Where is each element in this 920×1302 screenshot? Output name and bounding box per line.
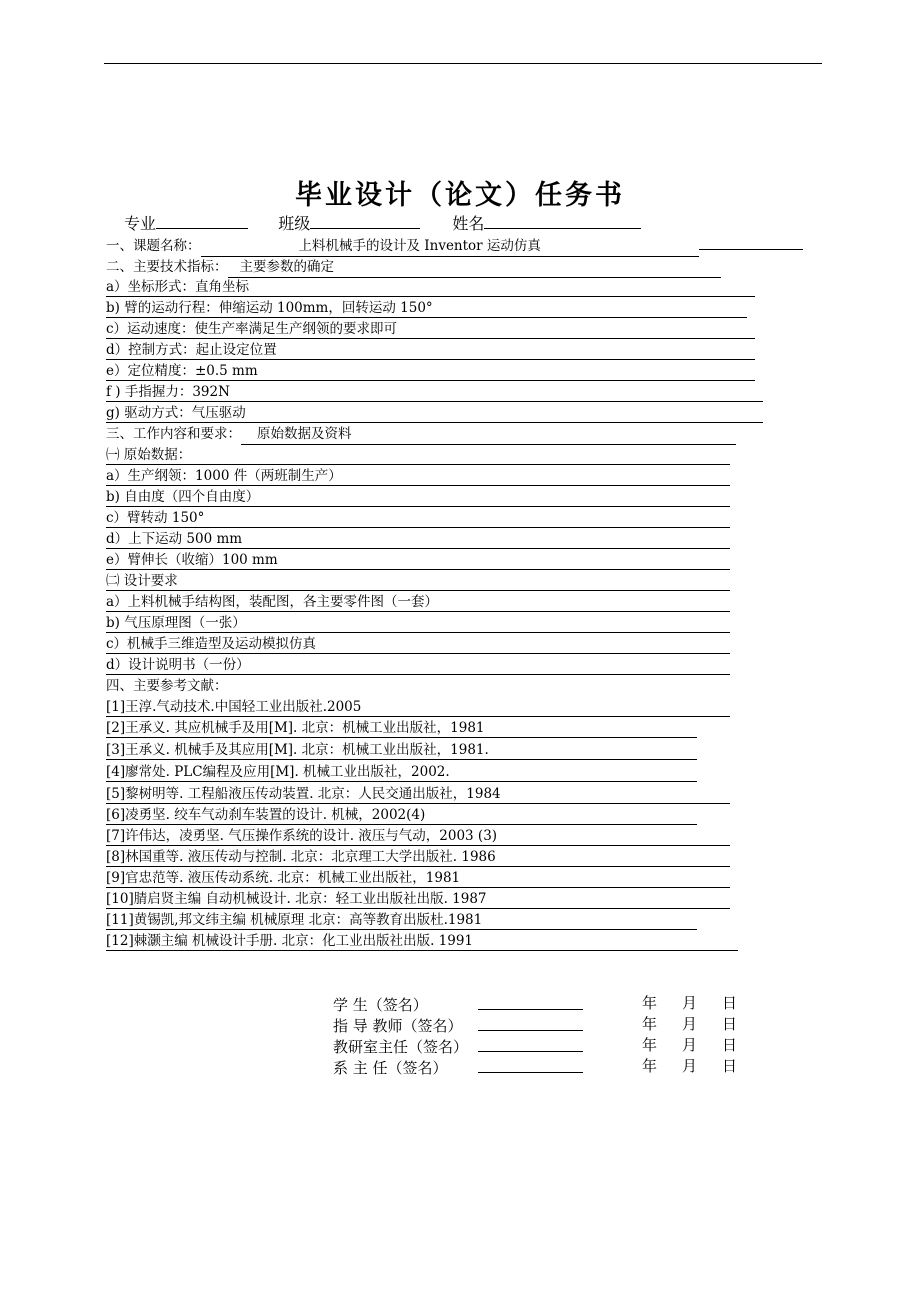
section4-heading: 四、主要参考文献： (106, 678, 228, 694)
reference-row (106, 868, 730, 888)
reference-item: [4]廖常处. PLC编程及应用[M]. 机械工业出版社，2002. (106, 764, 450, 780)
raw-data-row (106, 466, 730, 486)
signature-advisor (333, 1014, 583, 1036)
raw-data-heading: ㈠ 原始数据： (106, 445, 730, 465)
signature-role: 指 导 教师（签名） (333, 1017, 463, 1035)
raw-data-item: d）上下运动 500 mm (106, 531, 243, 547)
reference-row (106, 697, 730, 717)
reference-item: [9]官忠范等. 液压传动系统. 北京：机械工业出版社，1981 (106, 870, 461, 886)
spec-item: b) 臂的运动行程：伸缩运动 100mm，回转运动 150° (106, 300, 433, 316)
design-req-row (106, 655, 730, 675)
reference-item: [5]黎树明等. 工程船液压传动装置. 北京：人民交通出版社，1984 (106, 786, 501, 802)
design-req-row (106, 634, 730, 654)
design-req-heading: ㈡ 设计要求 (106, 571, 730, 591)
signature-role: 教研室主任（签名） (333, 1038, 469, 1056)
spec-item: a）坐标形式：直角坐标 (106, 279, 250, 295)
reference-row (106, 740, 697, 760)
spec-item: f ) 手指握力：392N (106, 384, 230, 400)
signature-section-head (333, 1035, 583, 1057)
design-req-item: b) 气压原理图（一张） (106, 615, 246, 631)
spec-item: c）运动速度：使生产率满足生产纲领的要求即可 (106, 321, 398, 337)
date-month: 月 (682, 1057, 698, 1075)
date-day: 日 (722, 1036, 738, 1054)
spec-row (106, 403, 763, 423)
class-field[interactable] (310, 212, 420, 229)
design-req-item: d）设计说明书（一份） (106, 657, 250, 673)
raw-data-item: e）臂伸长（收缩）100 mm (106, 552, 278, 568)
signature-line[interactable] (478, 1035, 583, 1052)
reference-item: [7]许伟达，凌勇坚. 气压操作系统的设计. 液压与气动，2003 (3) (106, 828, 498, 844)
section2-value: 主要参数的确定 (239, 259, 334, 275)
signature-role: 系 主 任（签名） (333, 1059, 448, 1077)
spec-row (106, 361, 755, 381)
signature-line[interactable] (478, 993, 583, 1010)
raw-data-row (106, 487, 730, 507)
signature-role: 学 生（签名） (333, 996, 428, 1014)
section2-field (228, 257, 721, 278)
signature-line[interactable] (478, 1056, 583, 1073)
spec-row (106, 298, 747, 318)
raw-data-row (106, 550, 730, 570)
reference-row (106, 826, 730, 846)
reference-row (106, 718, 697, 738)
date-day: 日 (722, 994, 738, 1012)
reference-row (106, 784, 730, 804)
reference-item: [8]林国重等. 液压传动与控制. 北京：北京理工大学出版社. 1986 (106, 849, 496, 865)
reference-item: [6]凌勇坚. 绞车气动刹车装置的设计. 机械，2002(4) (106, 807, 426, 823)
spec-item: e）定位精度：±0.5 mm (106, 363, 258, 379)
signature-dept-head (333, 1056, 583, 1078)
reference-item: [11]黄锡凯,邦文纬主编 机械原理 北京：高等教育出版杜.1981 (106, 912, 483, 928)
raw-data-row (106, 529, 730, 549)
topic-field (201, 236, 699, 257)
reference-item: [3]王承义. 机械手及其应用[M]. 北京：机械工业出版社，1981. (106, 742, 489, 758)
date-year: 年 (642, 1015, 658, 1033)
section3-field (241, 424, 736, 445)
raw-data-item: b) 自由度（四个自由度） (106, 489, 260, 505)
signature-student (333, 993, 583, 1015)
major-field[interactable] (156, 212, 248, 229)
date-month: 月 (682, 1015, 698, 1033)
date-day: 日 (722, 1015, 738, 1033)
spec-row (106, 382, 763, 402)
reference-row (106, 931, 738, 951)
reference-row (106, 889, 730, 909)
reference-item: [2]王承义. 其应机械手及用[M]. 北京：机械工业出版社，1981 (106, 720, 485, 736)
raw-data-row (106, 508, 730, 528)
topic-row (106, 236, 820, 256)
class-label: 班级 (278, 214, 311, 233)
date-month: 月 (682, 1036, 698, 1054)
page-title: 毕业设计（论文）任务书 (295, 180, 625, 211)
name-label: 姓名 (452, 214, 485, 233)
section3-value: 原始数据及资料 (257, 426, 352, 442)
reference-row (106, 762, 697, 782)
major-label: 专业 (124, 214, 157, 233)
date-day: 日 (722, 1057, 738, 1075)
design-req-row (106, 592, 730, 612)
spec-item: g) 驱动方式：气压驱动 (106, 405, 246, 421)
design-req-item: a）上料机械手结构图，装配图，各主要零件图（一套） (106, 594, 439, 610)
raw-data-item: c）臂转动 150° (106, 510, 205, 526)
reference-row (106, 910, 697, 930)
reference-row (106, 847, 730, 867)
section3-label: 三、工作内容和要求： (106, 426, 241, 442)
topic-value: 上料机械手的设计及 Inventor 运动仿真 (298, 238, 541, 254)
date-year: 年 (642, 1057, 658, 1075)
date-year: 年 (642, 994, 658, 1012)
reference-row (106, 805, 697, 825)
design-req-row (106, 613, 730, 633)
date-year: 年 (642, 1036, 658, 1054)
spec-row (106, 340, 755, 360)
section2-label: 二、主要技术指标： (106, 259, 228, 275)
name-field[interactable] (484, 212, 641, 229)
raw-data-item: a）生产纲领：1000 件（两班制生产） (106, 468, 342, 484)
header-fields (124, 212, 641, 235)
reference-item: [12]棘灏主编 机械设计手册. 北京：化工业出版社出版. 1991 (106, 933, 474, 949)
header-rule (104, 63, 822, 64)
date-month: 月 (682, 994, 698, 1012)
section3-row (106, 424, 763, 444)
spec-row (106, 319, 755, 339)
signature-line[interactable] (478, 1014, 583, 1031)
reference-item: [1]王淳.气动技术.中国轻工业出版社.2005 (106, 699, 362, 715)
topic-label: 一、课题名称： (106, 238, 201, 254)
section2-row (106, 257, 755, 277)
design-req-item: c）机械手三维造型及运动模拟仿真 (106, 636, 317, 652)
reference-item: [10]腈启贤主编 自动机械设计. 北京：轻工业出版社出版. 1987 (106, 891, 487, 907)
spec-row (106, 277, 755, 297)
spec-item: d）控制方式：起止设定位置 (106, 342, 277, 358)
